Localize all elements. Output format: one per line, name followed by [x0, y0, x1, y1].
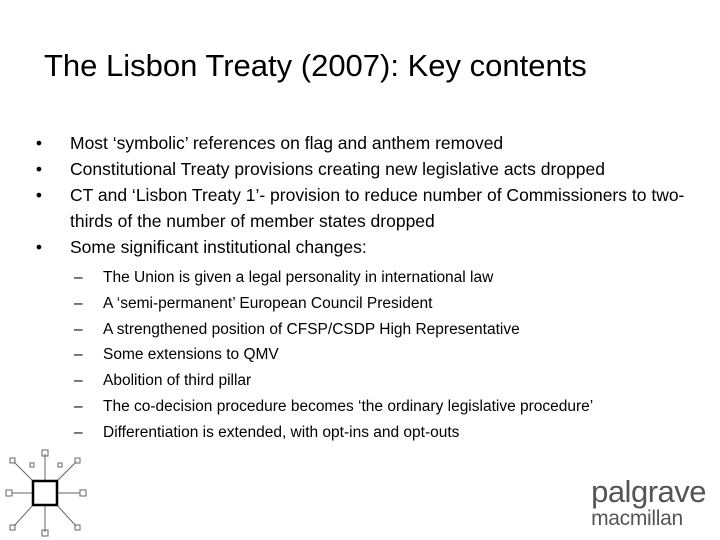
- sub-bullet-item: [29, 420, 689, 446]
- bullet-marker: •: [35, 237, 43, 257]
- logo-line-palgrave: palgrave: [591, 474, 706, 509]
- sub-bullet-text: The co-decision procedure becomes ‘the ordinary legislative procedure’: [103, 397, 594, 415]
- bullet-text: CT and ‘Lisbon Treaty 1’- provision to reduce number of Commissioners to two-thirds of the number of member states dropped: [70, 185, 685, 231]
- dash-marker: –: [74, 397, 83, 415]
- sub-bullet-item: [29, 368, 689, 394]
- sub-bullet-text: The Union is given a legal personality in international law: [103, 269, 494, 286]
- sub-bullet-text: A ‘semi-permanent’ European Council President: [103, 294, 433, 312]
- dash-marker: –: [74, 320, 83, 338]
- sub-bullet-text: Some extensions to QMV: [103, 346, 279, 364]
- bullet-item: [29, 234, 689, 260]
- network-decoration-icon: [0, 440, 92, 540]
- sub-bullet-text: A strengthened position of CFSP/CSDP High Representative: [103, 320, 520, 338]
- dash-marker: –: [74, 423, 83, 441]
- bullet-item: [29, 156, 689, 182]
- bullet-list: [29, 130, 689, 446]
- dash-marker: –: [74, 294, 83, 312]
- bullet-text: Most ‘symbolic’ references on flag and anthem removed: [70, 133, 504, 153]
- sub-bullet-text: Differentiation is extended, with opt-ins and opt-outs: [103, 423, 460, 441]
- dash-marker: –: [74, 372, 83, 390]
- bullet-marker: •: [35, 159, 43, 179]
- bullet-marker: •: [35, 185, 43, 205]
- slide-title: The Lisbon Treaty (2007): Key contents: [44, 48, 587, 83]
- publisher-logo: [591, 476, 706, 530]
- bullet-item: [29, 130, 689, 156]
- sub-bullet-item: [29, 342, 689, 368]
- sub-bullet-list: [29, 265, 689, 446]
- dash-marker: –: [74, 346, 83, 364]
- bullet-text: Constitutional Treaty provisions creating new legislative acts dropped: [70, 159, 606, 179]
- bullet-marker: •: [35, 133, 43, 153]
- sub-bullet-item: [29, 394, 689, 420]
- logo-line-macmillan: macmillan: [591, 507, 683, 530]
- sub-bullet-item: [29, 317, 689, 343]
- sub-bullet-item: [29, 291, 689, 317]
- bullet-text: Some significant institutional changes:: [70, 237, 367, 257]
- sub-bullet-text: Abolition of third pillar: [103, 372, 252, 390]
- bullet-item: [29, 182, 689, 234]
- dash-marker: –: [74, 269, 83, 286]
- sub-bullet-item: [29, 265, 689, 291]
